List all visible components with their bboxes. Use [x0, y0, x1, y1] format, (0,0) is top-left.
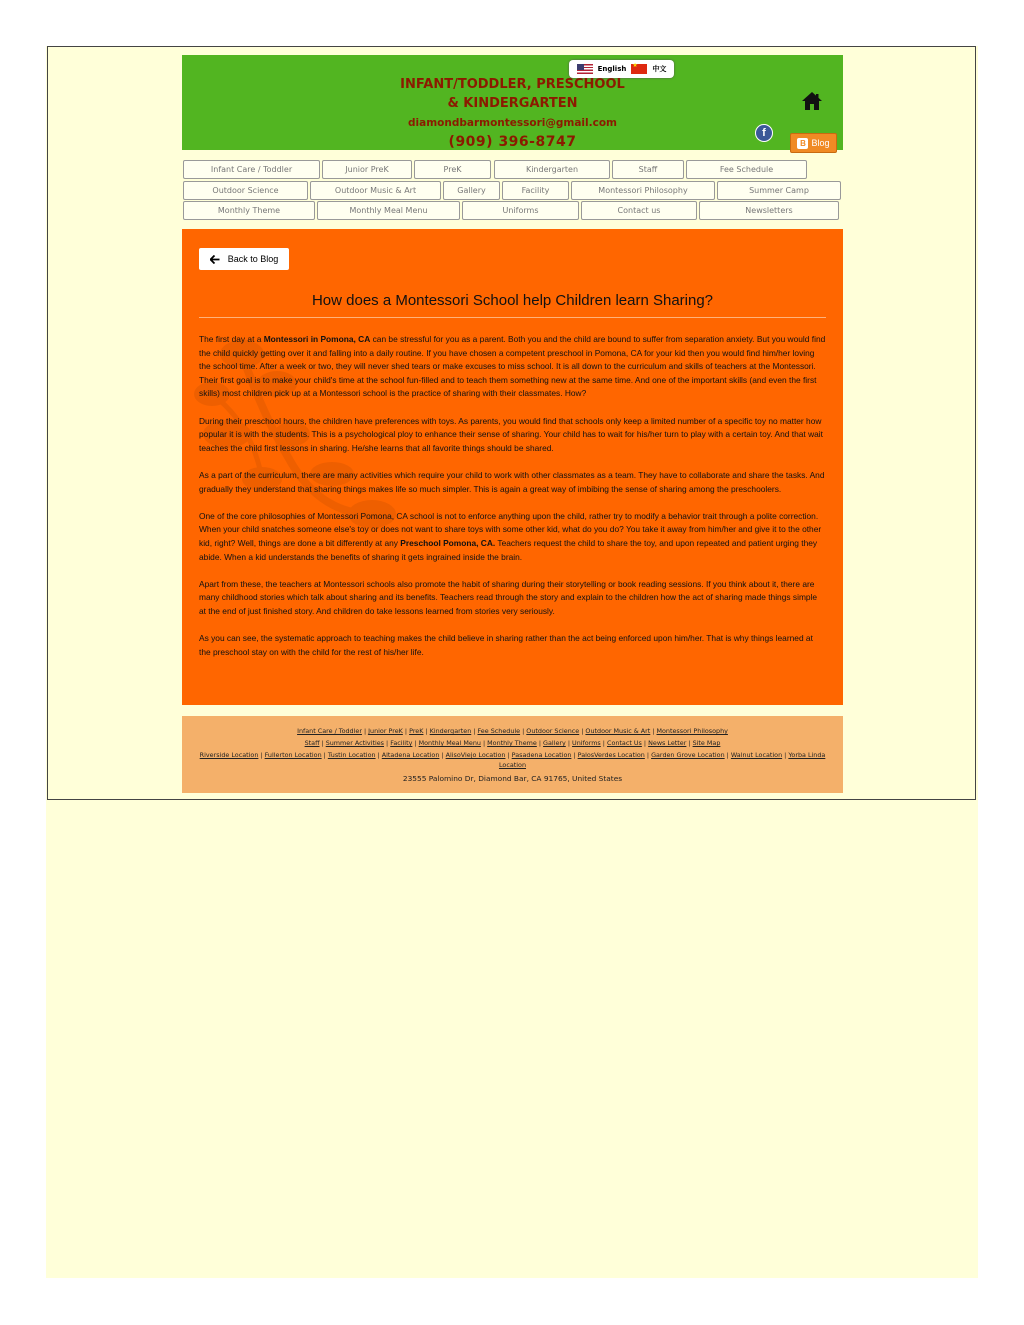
p4-text-c: Teachers request the child to share the toy, and upon repeated and patient urging they abide. When a kid understands the benefits of sharing it gets ingrained inside the brain. — [199, 537, 818, 562]
nav-newsletters[interactable]: Newsletters — [699, 201, 839, 220]
site-footer — [182, 716, 843, 793]
lang-english[interactable]: English — [597, 65, 627, 73]
link-preschool-pomona[interactable]: Preschool Pomona, CA. — [400, 537, 496, 548]
link-montessori-pomona[interactable]: Montessori in Pomona, CA — [263, 334, 371, 344]
footer-link[interactable]: Monthly Meal Menu — [418, 739, 481, 747]
home-icon[interactable] — [801, 91, 823, 111]
footer-link[interactable]: Monthly Theme — [487, 739, 537, 747]
nav-monthly-meal-menu[interactable]: Monthly Meal Menu — [317, 201, 460, 220]
footer-location-link[interactable]: Tustin Location — [327, 751, 376, 759]
title-divider — [199, 317, 826, 318]
nav-outdoor-music-art[interactable]: Outdoor Music & Art — [310, 181, 441, 200]
footer-location-link[interactable]: Garden Grove Location — [651, 751, 725, 759]
arrow-left-icon — [210, 255, 220, 264]
footer-link[interactable]: Fee Schedule — [477, 727, 521, 735]
blog-button[interactable] — [790, 133, 837, 153]
footer-link[interactable]: PreK — [409, 727, 424, 735]
footer-link[interactable]: Junior PreK — [368, 727, 403, 735]
nav-outdoor-science[interactable]: Outdoor Science — [183, 181, 308, 200]
nav-montessori-philosophy[interactable]: Montessori Philosophy — [571, 181, 715, 200]
school-title-line2: & KINDERGARTEN — [447, 96, 578, 111]
footer-links-1: Infant Care / Toddler | Junior PreK | PreK | Kindergarten | Fee Schedule | Outdoor Science | Outdoor Music & Art | Montessori Philosophy — [297, 727, 728, 735]
us-flag-icon[interactable] — [577, 64, 593, 74]
footer-link[interactable]: Outdoor Music & Art — [585, 727, 651, 735]
blog-post-panel — [182, 229, 843, 705]
post-paragraph-6: As you can see, the systematic approach to teaching makes the child believe in sharing rather than the act being enforced upon him/her. That is why things learned at the preschool stay on with the child for the rest of his/her life. — [199, 633, 813, 657]
facebook-icon[interactable] — [755, 124, 773, 142]
nav-kindergarten[interactable]: Kindergarten — [494, 160, 610, 179]
blogger-icon: B — [797, 138, 808, 149]
footer-location-link[interactable]: Walnut Location — [730, 751, 783, 759]
footer-location-link[interactable]: Riverside Location — [199, 751, 259, 759]
nav-staff[interactable]: Staff — [612, 160, 684, 179]
footer-link[interactable]: Montessori Philosophy — [656, 727, 728, 735]
nav-prek[interactable]: PreK — [414, 160, 491, 179]
footer-link[interactable]: Gallery — [543, 739, 566, 747]
back-to-blog-button[interactable] — [199, 248, 289, 270]
nav-fee-schedule[interactable]: Fee Schedule — [686, 160, 807, 179]
post-paragraph-5: Apart from these, the teachers at Montessori schools also promote the habit of sharing during their storytelling or book reading sessions. If you think about it, there are many childhood stories which talk about sharing and its benefits. Teachers read through the story and explain to the children how the act of sharing made things simple at the end of just finished story. And children do take lessons learned from stories very seriously. — [199, 578, 818, 616]
china-flag-icon[interactable] — [631, 64, 647, 74]
language-switcher[interactable] — [569, 60, 674, 78]
nav-monthly-theme[interactable]: Monthly Theme — [183, 201, 315, 220]
site-header — [182, 55, 843, 150]
nav-uniforms[interactable]: Uniforms — [462, 201, 579, 220]
footer-link[interactable]: Summer Activities — [325, 739, 385, 747]
footer-link[interactable]: Staff — [304, 739, 320, 747]
footer-location-link[interactable]: Fullerton Location — [264, 751, 322, 759]
footer-link[interactable]: Uniforms — [572, 739, 601, 747]
footer-link[interactable]: Site Map — [692, 739, 721, 747]
nav-infant-care-toddler[interactable]: Infant Care / Toddler — [183, 160, 320, 179]
nav-gallery[interactable]: Gallery — [443, 181, 500, 200]
footer-link[interactable]: Kindergarten — [429, 727, 472, 735]
footer-links-2: Staff | Summer Activities | Facility | Monthly Meal Menu | Monthly Theme | Gallery | Uniforms | Contact Us | News Letter | Site Map — [304, 739, 721, 747]
footer-link[interactable]: Outdoor Science — [526, 727, 580, 735]
footer-locations: Riverside Location | Fullerton Location | Tustin Location | Altadena Location | AlisoViejo Location | Pasadena Location | PalosVerdes Location | Garden Grove Location | Walnut Location | Yorba Linda Location — [199, 751, 826, 769]
footer-location-link[interactable]: Pasadena Location — [511, 751, 572, 759]
footer-location-link[interactable]: Altadena Location — [381, 751, 440, 759]
footer-link[interactable]: Infant Care / Toddler — [297, 727, 362, 735]
contact-email[interactable]: diamondbarmontessori@gmail.com — [408, 117, 617, 129]
footer-location-link[interactable]: Yorba Linda Location — [498, 751, 826, 769]
p1-text-a: The first day at a — [199, 334, 264, 344]
nav-contact-us[interactable]: Contact us — [581, 201, 697, 220]
post-body — [199, 333, 826, 673]
contact-phone[interactable]: (909) 396-8747 — [448, 134, 577, 150]
post-paragraph-4 — [199, 510, 826, 564]
blog-button-label: Blog — [811, 138, 830, 148]
facebook-glyph: f — [762, 127, 766, 139]
nav-facility[interactable]: Facility — [502, 181, 569, 200]
footer-link[interactable]: News Letter — [648, 739, 687, 747]
footer-location-link[interactable]: PalosVerdes Location — [577, 751, 645, 759]
nav-summer-camp[interactable]: Summer Camp — [717, 181, 841, 200]
footer-link[interactable]: Contact Us — [606, 739, 642, 747]
lang-chinese[interactable]: 中文 — [652, 65, 667, 73]
footer-location-link[interactable]: AlisoViejo Location — [445, 751, 506, 759]
back-to-blog-label: Back to Blog — [227, 254, 279, 264]
p1-text-c: can be stressful for you as a parent. Both you and the child are bound to suffer from separation anxiety. But you would find the child quickly getting over it and falling into a daily routine. If you have chosen a competent preschool in Pomona, CA for your kid then you would find him/her loving the school time. After a week or two, they will never shed tears or make excuses to miss school. It is all down to the curriculum and skills of teachers at the Montessori. Their first goal is to make your child's time at the school fun-filled and to teach them something new at the same time. And one of the important skills (and even the first skills) most children pick up at a Montessori school is the practice of sharing with their classmates. How? — [199, 334, 826, 399]
footer-address: 23555 Palomino Dr, Diamond Bar, CA 91765, United States — [402, 774, 623, 783]
footer-link[interactable]: Facility — [390, 739, 413, 747]
post-paragraph-3: As a part of the curriculum, there are many activities which require your child to work with other classmates as a team. They have to collaborate and share the tasks. And gradually they understand that sharing things makes life so much simpler. This is again a great way of imbibing the sense of sharing among the preschoolers. — [199, 469, 825, 494]
post-paragraph-2: During their preschool hours, the children have preferences with toys. As parents, you would find that schools only keep a limited number of a specific toy no matter how popular it is with the students. This is a psychological ploy to enhance their sense of sharing. Your child has to wait for his/her turn to play with a certain toy. And that wait teaches the child first lessons in sharing. He/she learns that all favorite things should be shared. — [199, 415, 823, 453]
school-title-line1: INFANT/TODDLER, PRESCHOOL — [400, 77, 625, 92]
nav-junior-prek[interactable]: Junior PreK — [322, 160, 412, 179]
post-title: How does a Montessori School help Children learn Sharing? — [311, 292, 714, 309]
p4-text-a: One of the core philosophies of Montessori Pomona, CA school is not to enforce anything upon the child, rather try to modify a behavior trait through a polite correction. When your child snatches someone else's toy or does not want to share toys with some other kid, what do you do? You take it away from him/her and give it to the other kid, right? Well, things are done a bit differently at any — [199, 510, 822, 548]
post-paragraph-1 — [199, 333, 826, 401]
